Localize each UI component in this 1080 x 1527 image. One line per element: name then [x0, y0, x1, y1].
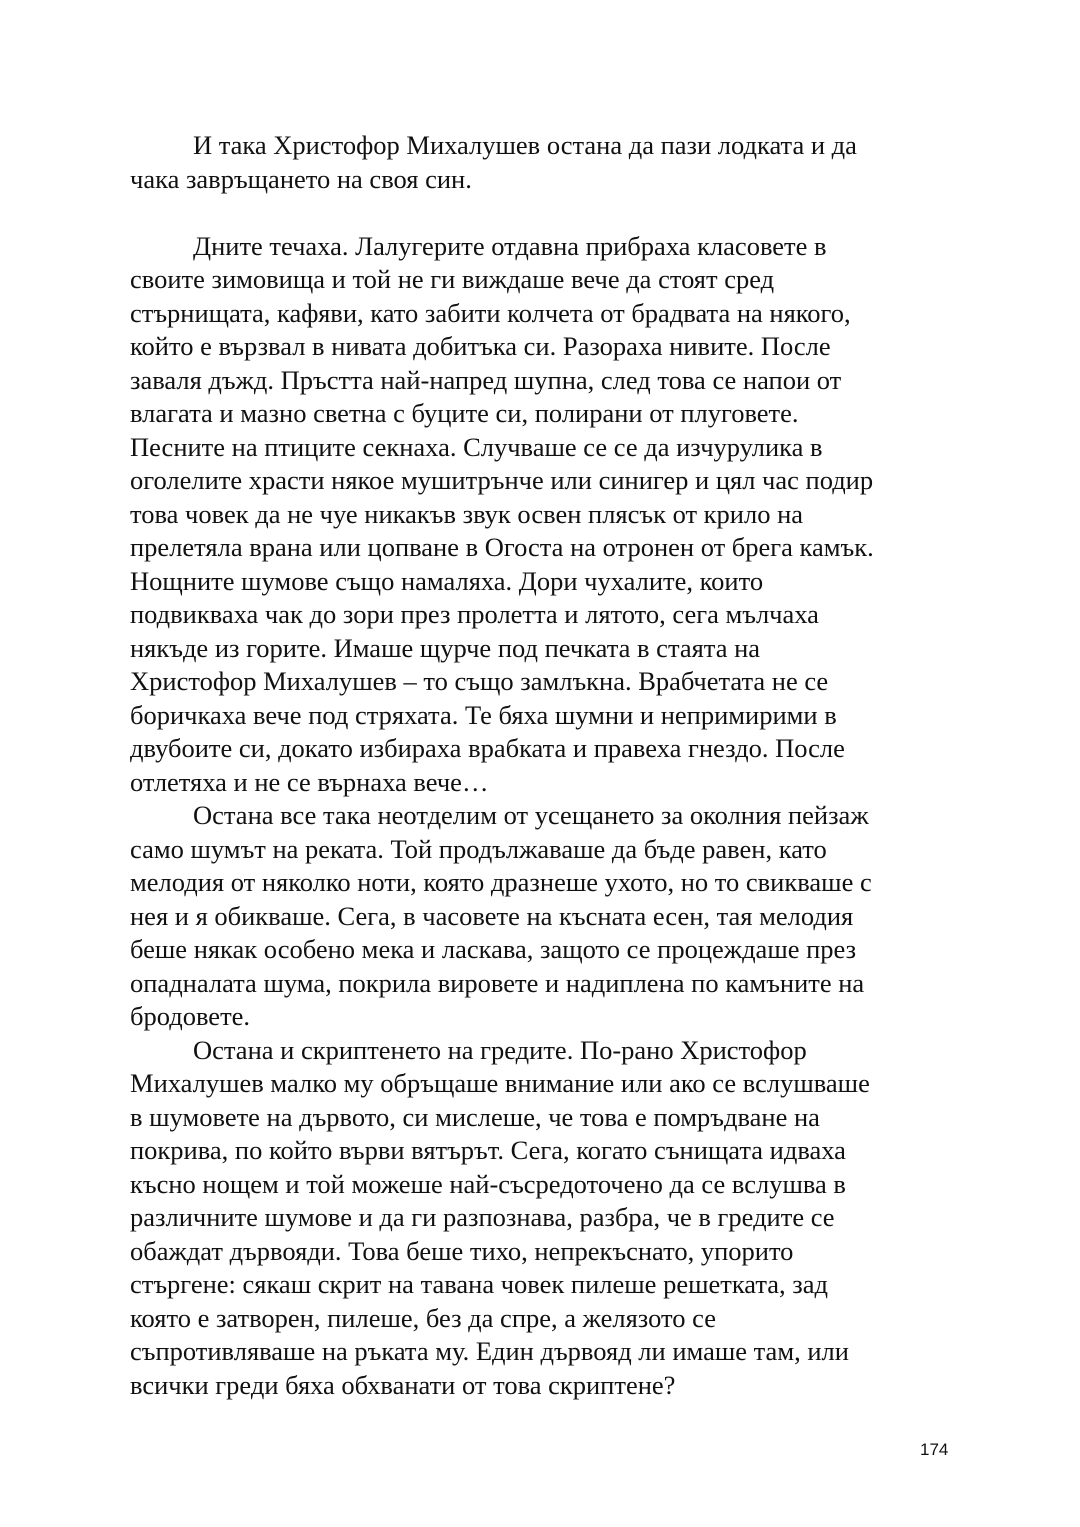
text-line: мелодия от няколко ноти, която дразнеше ухото, но то свикваше с: [130, 867, 872, 897]
paragraph-spacer: [130, 196, 960, 230]
text-line: който е вързвал в нивата добитъка си. Разораха нивите. После: [130, 331, 831, 361]
paragraph-4: [130, 1034, 960, 1403]
paragraph-1: [130, 129, 960, 196]
text-line: това човек да не чуе никакъв звук освен плясък от крило на: [130, 498, 804, 529]
text-line: късно нощем и той можеше най-съсредоточено да се вслушва в: [130, 1168, 846, 1199]
page-number: 174: [920, 1440, 949, 1459]
text-line: Михалушев малко му обръщаше внимание или ако се вслушваше: [130, 1068, 870, 1098]
text-line: обаждат дървояди. Това беше тихо, непрекъснато, упорито: [130, 1235, 794, 1266]
text-line: стъргене: сякаш скрит на тавана човек пилеше решетката, зад: [130, 1269, 829, 1299]
text-line: беше някак особено мека и ласкава, защото се процеждаше през: [130, 934, 857, 964]
text-line: И така Христофор Михалушев остана да пази лодката и да: [193, 130, 857, 160]
paragraph-2: [130, 230, 960, 800]
text-line: чака завръщането на своя син.: [130, 163, 472, 194]
text-line: Дните течаха. Лалугерите отдавна прибраха класовете в: [193, 230, 827, 261]
text-line: опадналата шума, покрила вировете и надиплена по камъните на: [130, 967, 865, 998]
text-line: нея и я обикваше. Сега, в часовете на късната есен, тая мелодия: [130, 900, 854, 931]
text-line: двубоите си, докато избираха врабката и правеха гнездо. После: [130, 733, 845, 763]
text-line: Нощните шумове също намаляха. Дори чухалите, които: [130, 565, 764, 596]
text-line: в шумовете на дървото, си мислеше, че това е помръдване на: [130, 1101, 820, 1132]
page-body: [130, 129, 960, 1402]
text-line: покрива, по който върви вятърът. Сега, когато сънищата идваха: [130, 1135, 846, 1165]
text-line: своите зимовища и той не ги виждаше вече да стоят сред: [130, 264, 775, 294]
text-line: стърнищата, кафяви, като забити колчета от брадвата на някого,: [130, 297, 851, 328]
text-line: някъде из горите. Имаше щурче под печката в стаята на: [130, 632, 761, 663]
text-line: бродовете.: [130, 1001, 251, 1031]
text-line: Христофор Михалушев – то също замлъкна. Врабчетата не се: [130, 666, 829, 696]
text-line: само шумът на реката. Той продължаваше да бъде равен, като: [130, 833, 827, 864]
text-line: Остана и скриптенето на гредите. По-рано Христофор: [193, 1034, 807, 1065]
text-line: отлетяха и не се върнаха вече…: [130, 766, 489, 797]
text-line: която е затворен, пилеше, без да спре, а желязото се: [130, 1302, 716, 1333]
text-line: различните шумове и да ги разпознава, разбра, че в гредите се: [130, 1202, 835, 1232]
text-line: подвикваха чак до зори през пролетта и лятото, сега мълчаха: [130, 599, 819, 629]
text-line: прелетяла врана или цопване в Огоста на отронен от брега камък.: [130, 532, 874, 562]
text-line: боричкаха вече под стряхата. Те бяха шумни и непримирими в: [130, 699, 837, 730]
text-line: всички греди бяха обхванати от това скриптене?: [130, 1369, 676, 1400]
paragraph-3: [130, 799, 960, 1034]
text-line: съпротивляваше на ръката му. Един дървояд ли имаше там, или: [130, 1336, 849, 1366]
text-line: Песните на птиците секнаха. Случваше се се да изчурулика в: [130, 431, 823, 462]
text-line: влагата и мазно светна с буците си, полирани от плуговете.: [130, 398, 799, 428]
text-line: заваля дъжд. Пръстта най-напред шупна, след това се напои от: [130, 364, 842, 395]
text-line: оголелите храсти някое мушитрънче или синигер и цял час подир: [130, 465, 874, 495]
text-line: Остана все така неотделим от усещането за околния пейзаж: [193, 800, 869, 830]
